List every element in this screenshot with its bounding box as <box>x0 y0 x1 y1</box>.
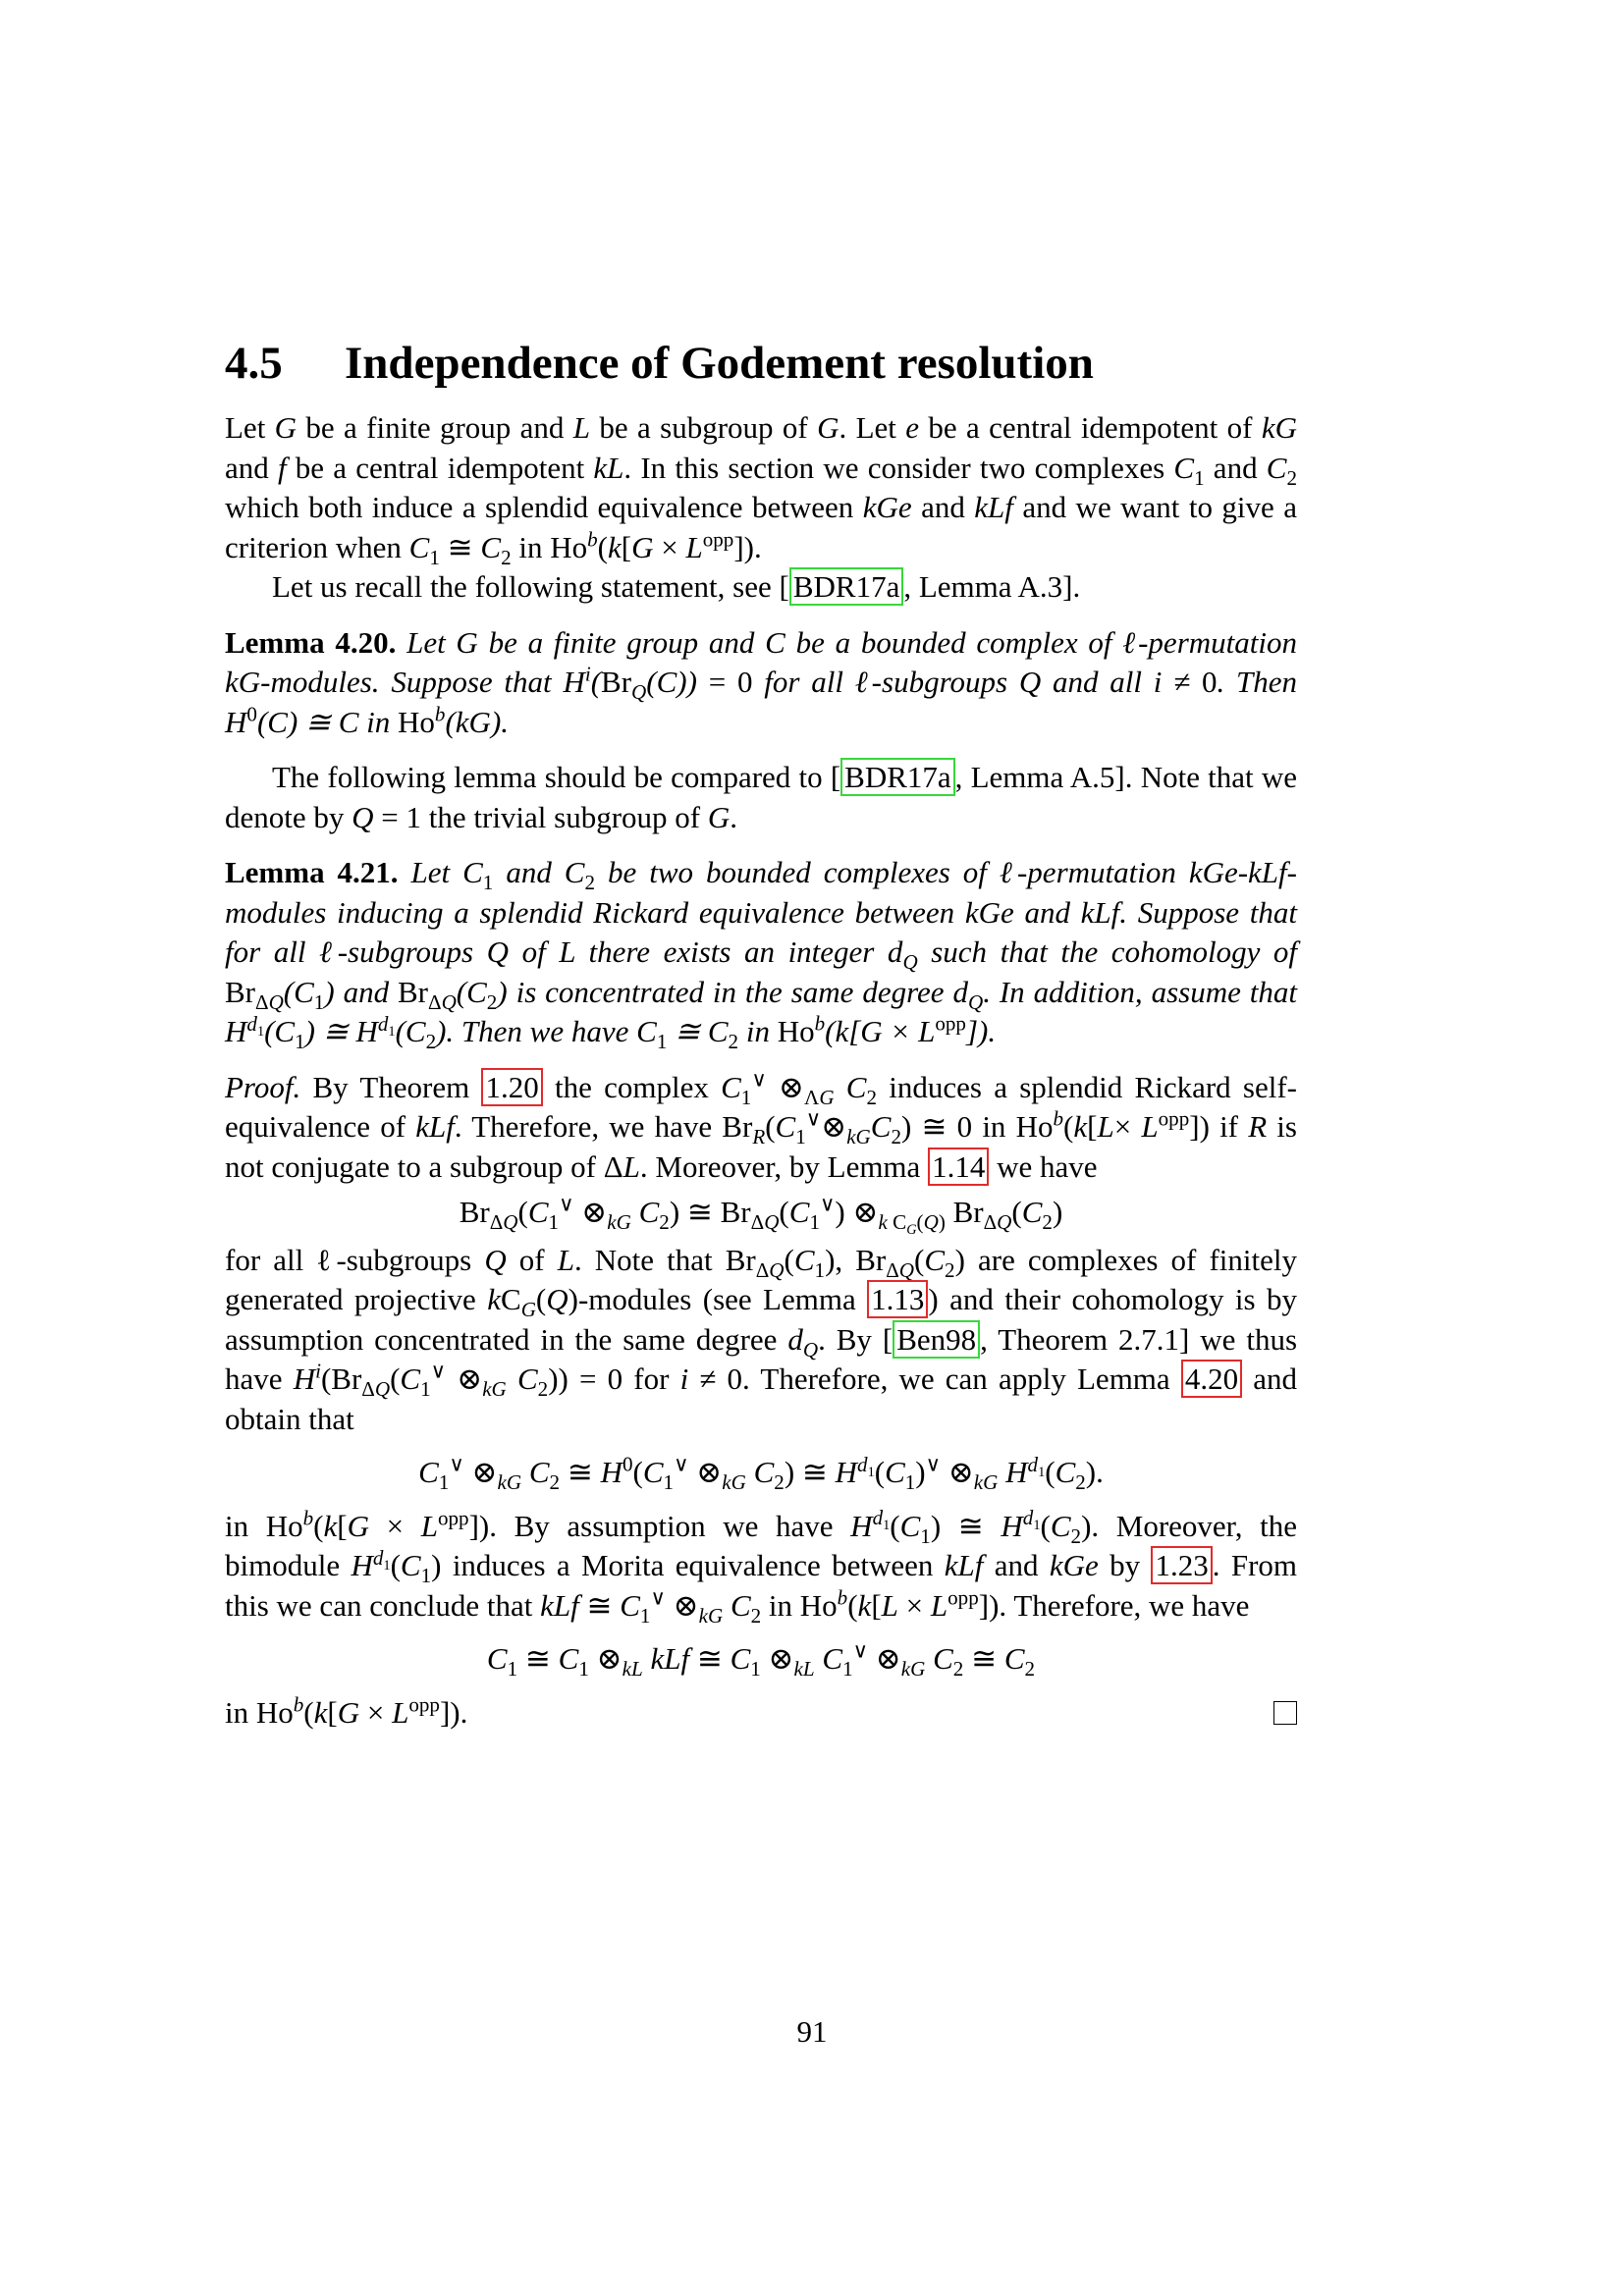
equation-final: $C_1$ ≅ $C_1$ $\otimes_{kL}$ kLf ≅ $C_1$ $\otimes_{kL}$ $C_1^\vee$ $\otimes_{kG}$ $C_2$ ≅ $C_2$ <box>486 1638 1036 1682</box>
lemma-4-20: Lemma 4.20. Let G be a finite group and C be a bounded complex of ℓ-permutation kG-modules. Suppose that $H^i(Br_Q(C)) = 0$ for all ℓ-subgroups Q and all i ≠ 0. Then $H^0(C)$ ≅ C in Ho$^b$(kG). <box>225 624 1298 739</box>
compare-text: The following lemma should be compared to <box>272 760 831 794</box>
recall-text: Let us recall the following statement, see <box>272 569 780 604</box>
proof-paragraph-1: Proof. By Theorem 1.20 the complex $C_1^\vee$ $\otimes_{\Lambda G}$ $C_2$ induces a splendid Rickard self-equivalence of kLf. Therefore, we have $Br_R(C_1^\vee\otimes_{kG}C_2)$ ≅ 0 in $Ho^b(k[L\times L^{opp}])$ if R is not conjugate to a subgroup of ΔL. Moreover, by Lemma 1.14 we have <box>225 1067 1297 1184</box>
qed-square-icon <box>1273 1701 1297 1725</box>
page-number: 91 <box>796 2014 828 2049</box>
section-title: Independence of Godement resolution <box>345 338 1094 389</box>
proof-end-line: in $Ho^b(k[G \times L^{opp}])$. <box>225 1693 1297 1734</box>
ref-lemma-4-20[interactable]: 4.20 <box>1181 1360 1242 1398</box>
ref-theorem-1-20[interactable]: 1.20 <box>481 1068 542 1106</box>
proof-paragraph-2: for all ℓ-subgroups Q of L. Note that $Br_{\Delta Q}(C_1)$, $Br_{\Delta Q}(C_2)$ are complexes of finitely generated projective $kC_G(Q)$-modules (see Lemma 1.13 ) and their cohomology is by assumption concentrated in the same degree $d_Q$. By [ Ben98 , Theorem 2.7.1] we thus have $H^i(Br_{\Delta Q}(C_1^\vee$ $\otimes_{kG}$ $C_2)) = 0$ for i ≠ 0. Therefore, we can apply Lemma 4.20 and obtain that <box>225 1242 1298 1436</box>
lemma-4-21: Lemma 4.21. Let $C_1$ and $C_2$ be two bounded complexes of ℓ-permutation kGe-kLf-modules inducing a splendid Rickard equivalence between kGe and kLf. Suppose that for all ℓ-subgroups Q of L there exists an integer $d_Q$ such that the cohomology of $Br_{\Delta Q}(C_1)$ and $Br_{\Delta Q}(C_2)$ is concentrated in the same degree $d_Q$. In addition, assume that $H^{d_1}(C_1)$ ≅ $H^{d_1}(C_2)$. Then we have $C_1$ ≅ $C_2$ in $Ho^b(k[G \times L^{opp}])$. <box>225 855 1297 1054</box>
ref-lemma-1-14[interactable]: 1.14 <box>928 1148 989 1186</box>
lemma-4-21-heading: Lemma 4.21. <box>225 855 399 889</box>
section-number: 4.5 <box>225 338 283 389</box>
ref-1-23[interactable]: 1.23 <box>1151 1546 1212 1584</box>
citation-ben98[interactable]: Ben98 <box>893 1320 980 1359</box>
lemma-4-20-heading: Lemma 4.20. <box>225 624 397 660</box>
recall-paragraph: Let us recall the following statement, see [ BDR17a , Lemma A.3]. <box>272 569 1081 604</box>
intro-paragraph: Let G be a finite group and L be a subgroup of G. Let e be a central idempotent of kG and f be a central idempotent kL. In this section we consider two complexes $C_1$ and $C_2$ which both induce a splendid equivalence between kGe and kLf and we want to give a criterion when $C_1$ ≅ $C_2$ in $Ho^b(k[G \times L^{opp}])$. <box>225 410 1297 569</box>
ref-lemma-1-13[interactable]: 1.13 <box>867 1280 928 1318</box>
equation-cohomology: $C_1^\vee$ $\otimes_{kG}$ $C_2$ ≅ $H^0(C_1^\vee$ $\otimes_{kG}$ $C_2$) ≅ $H^{d_1}(C_1)^\vee$ $\otimes_{kG}$ $H^{d_1}(C_2)$. <box>418 1452 1104 1495</box>
citation-bdr17a-2[interactable]: BDR17a <box>840 758 955 796</box>
citation-bdr17a[interactable]: BDR17a <box>789 567 904 606</box>
recall-text-end: , Lemma A.3]. <box>903 569 1081 604</box>
equation-brauer: $Br_{\Delta Q}(C_1^\vee$ $\otimes_{kG}$ $C_2$) ≅ $Br_{\Delta Q}(C_1^\vee)$ $\otimes_{k C_G(Q)}$ $Br_{\Delta Q}(C_2)$ <box>459 1192 1063 1239</box>
proof-heading: Proof. <box>225 1069 301 1104</box>
paper-page <box>225 334 1297 1733</box>
section-heading <box>225 334 1297 393</box>
proof-paragraph-3: in $Ho^b(k[G \times L^{opp}])$. By assumption we have $H^{d_1}(C_1)$ ≅ $H^{d_1}(C_2)$. Moreover, the bimodule $H^{d_1}(C_1)$ induces a Morita equivalence between kLf and kGe by 1.23 . From this we can conclude that kLf ≅ $C_1^\vee$ $\otimes_{kG}$ $C_2$ in $Ho^b(k[L \times L^{opp}])$. Therefore, we have <box>225 1506 1298 1628</box>
compare-paragraph: The following lemma should be compared to [ BDR17a , Lemma A.5]. Note that we denote by Q = 1 the trivial subgroup of G. <box>225 760 1297 834</box>
